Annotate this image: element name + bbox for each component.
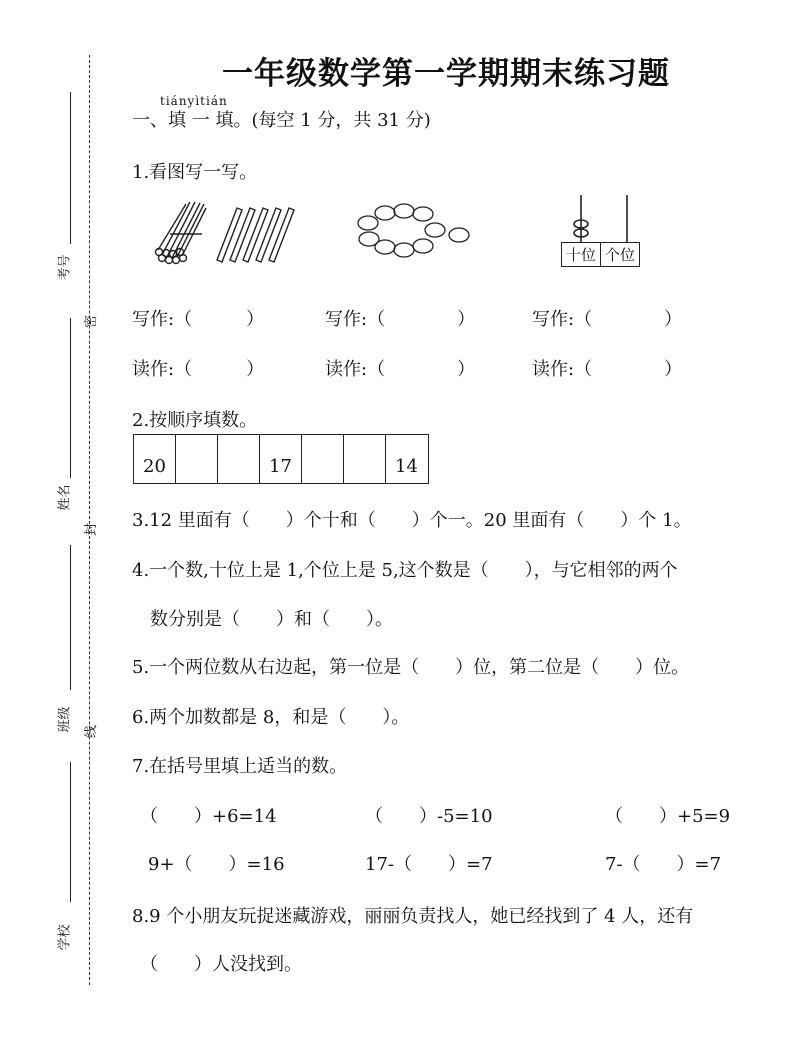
name-label: 姓名 (57, 484, 73, 511)
equation: 9+（ ）=16 (148, 854, 285, 875)
page-title: 一年级数学第一学期期末练习题 (222, 56, 670, 92)
q2-prompt: 2.按顺序填数。 (132, 410, 258, 431)
school-label: 学校 (57, 924, 73, 951)
read-answer-1: 读作:（ ） (132, 359, 265, 380)
seal-mark-mi: 密 (84, 314, 100, 329)
write-answer-3: 写作:（ ） (532, 309, 683, 330)
equation: （ ）+5=9 (605, 806, 731, 827)
sequence-cell: 14 (395, 456, 418, 477)
sequence-cell (344, 435, 386, 483)
seal-mark-xian: 线 (84, 724, 100, 739)
q3-text: 3.12 里面有（ ）个十和（ ）个一。20 里面有（ ）个 1。 (132, 510, 692, 531)
class-label: 班级 (57, 706, 73, 733)
read-answer-3: 读作:（ ） (532, 359, 683, 380)
sequence-cell (218, 435, 260, 483)
name-blank-line (70, 318, 71, 478)
section-heading-text: 一、填 一 填 (132, 110, 234, 131)
equation: （ ）-5=10 (365, 806, 493, 827)
sequence-cell: 17 (260, 435, 302, 483)
sticks-picture (150, 190, 300, 275)
seal-mark-feng: 封 (84, 522, 100, 537)
ovals-picture (355, 203, 475, 268)
exam-no-label: 考号 (57, 254, 73, 281)
section-score-note: 。(每空 1 分，共 31 分) (233, 110, 431, 131)
write-answer-1: 写作:（ ） (132, 309, 265, 330)
equation: （ ）+6=14 (140, 806, 277, 827)
q1-prompt: 1.看图写一写。 (132, 162, 258, 183)
school-blank-line (70, 762, 71, 902)
q6-text: 6.两个加数都是 8，和是（ ）。 (132, 707, 410, 728)
section-pinyin: tiányìtián (160, 94, 228, 108)
exam-no-blank-line (70, 92, 71, 244)
q5-text: 5.一个两位数从右边起，第一位是（ ）位，第二位是（ ）位。 (132, 657, 690, 678)
sequence-cell (176, 435, 218, 483)
abacus-picture (560, 190, 650, 245)
equation: 17-（ ）=7 (365, 854, 493, 875)
sequence-cell: 20 (134, 435, 176, 483)
q4-line2: 数分别是（ ）和（ ）。 (150, 609, 393, 630)
write-answer-2: 写作:（ ） (325, 309, 476, 330)
stick-bundle (156, 202, 207, 264)
q4-line1: 4.一个数,十位上是 1,个位上是 5,这个数是（ ），与它相邻的两个 (132, 560, 678, 581)
ones-label: 个位 (605, 246, 636, 264)
q7-prompt: 7.在括号里填上适当的数。 (132, 756, 348, 777)
place-value-board (561, 242, 640, 267)
number-sequence-table (133, 434, 429, 484)
section-heading (132, 106, 431, 132)
read-answer-2: 读作:（ ） (325, 359, 476, 380)
loose-sticks (217, 208, 294, 262)
q8-line1: 8.9 个小朋友玩捉迷藏游戏，丽丽负责找人，她已经找到了 4 人，还有 (132, 906, 694, 927)
q8-line2: （ ）人没找到。 (140, 954, 302, 975)
equation: 7-（ ）=7 (605, 854, 722, 875)
sequence-cell (302, 435, 344, 483)
binding-dotted-line (89, 55, 90, 985)
class-blank-line (70, 545, 71, 690)
tens-label: 十位 (562, 243, 601, 266)
